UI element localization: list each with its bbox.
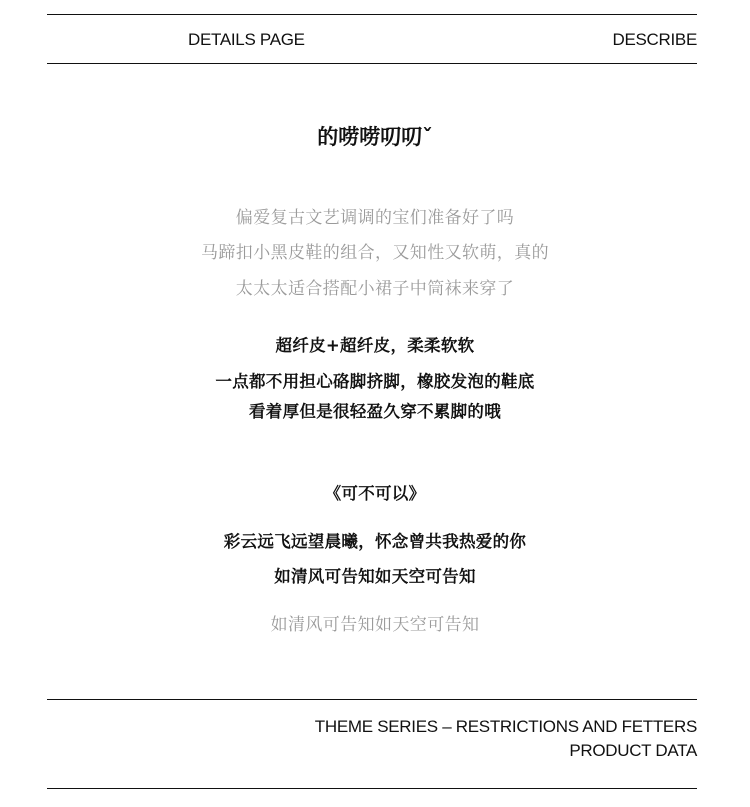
intro-line-2: 马蹄扣小黑皮鞋的组合，又知性又软萌，真的: [201, 243, 549, 263]
section-title: 的唠唠叨叨ˇ: [317, 125, 433, 149]
describe-label: DESCRIBE: [612, 30, 697, 49]
theme-series-label: THEME SERIES – RESTRICTIONS AND FETTERS: [314, 717, 697, 736]
header-divider: [47, 63, 697, 64]
feature-line-2: 一点都不用担心硌脚挤脚，橡胶发泡的鞋底: [215, 372, 535, 391]
footer-divider-bottom: [47, 788, 697, 789]
poem-echo: 如清风可告知如天空可告知: [270, 615, 480, 635]
feature-line-3: 看着厚但是很轻盈久穿不累脚的哦: [249, 402, 501, 421]
footer-divider-top: [47, 699, 697, 700]
intro-line-1: 偏爱复古文艺调调的宝们准备好了吗: [235, 208, 515, 228]
feature-line-1: 超纤皮+超纤皮，柔柔软软: [275, 336, 475, 355]
product-data-label: PRODUCT DATA: [569, 741, 697, 760]
poem-line-1: 彩云远飞远望晨曦，怀念曾共我热爱的你: [223, 532, 527, 551]
details-page-label: DETAILS PAGE: [188, 30, 305, 49]
intro-line-3: 太太太适合搭配小裙子中筒袜来穿了: [235, 279, 515, 299]
top-divider: [47, 14, 697, 15]
poem-title: 《可不可以》: [324, 484, 426, 503]
poem-line-2: 如清风可告知如天空可告知: [274, 567, 476, 586]
